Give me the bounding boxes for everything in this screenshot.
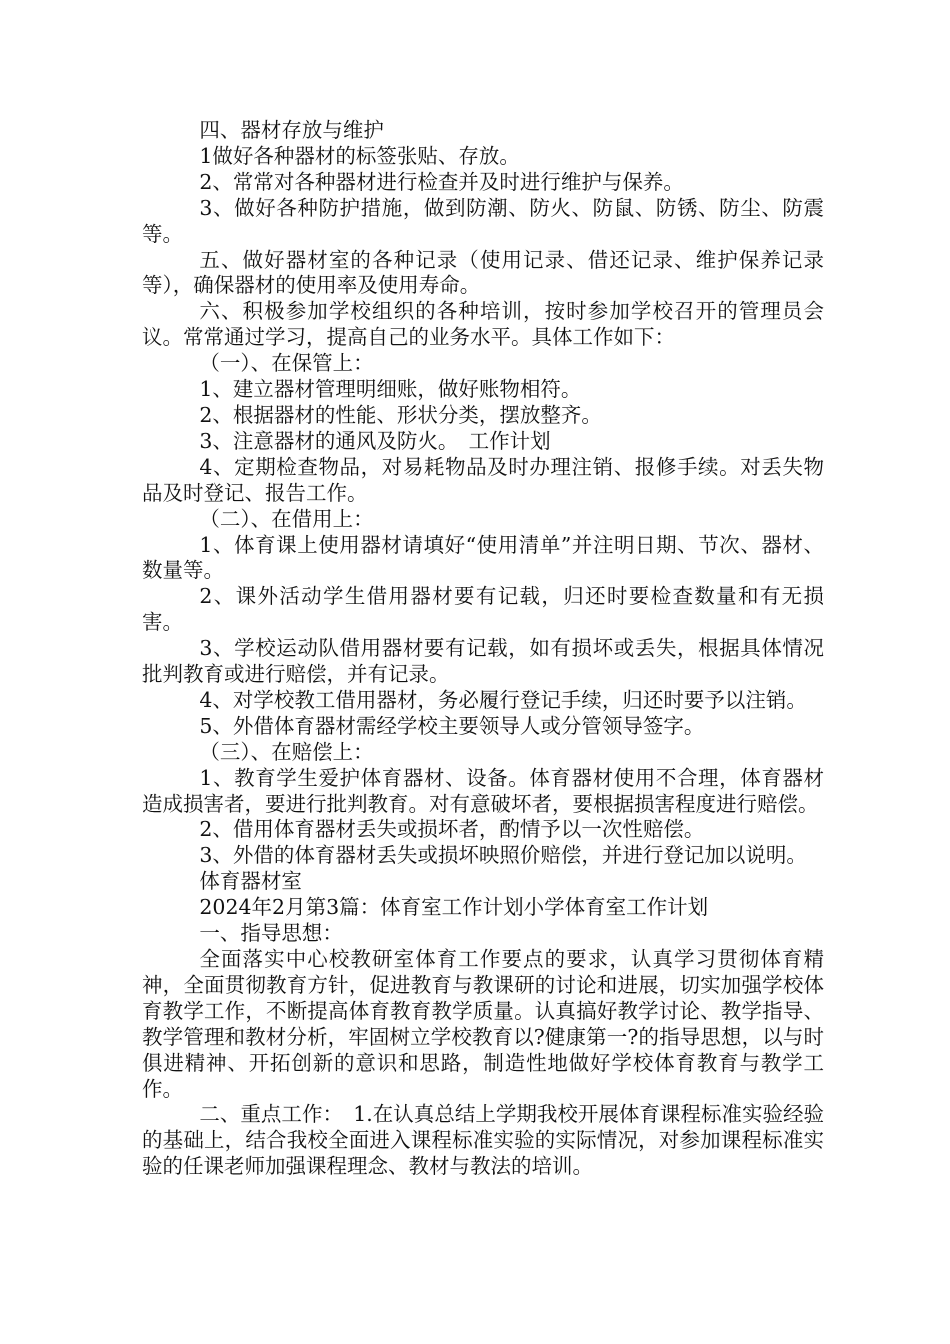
paragraph: 3、做好各种防护措施，做到防潮、防火、防鼠、防锈、防尘、防震等。 xyxy=(142,195,824,246)
article-title: 2024年2月第3篇：体育室工作计划小学体育室工作计划 xyxy=(199,895,709,920)
paragraph: 2、借用体育器材丢失或损坏者，酌情予以一次性赔偿。 xyxy=(199,817,705,842)
paragraph: 二、重点工作： 1.在认真总结上学期我校开展体育课程标准实验经验的基础上，结合我校全面进入课程标准实验的实际情况，对参加课程标准实验的任课老师加强课程理念、教材与教法的培训。 xyxy=(142,1102,824,1179)
paragraph: 4、定期检查物品，对易耗物品及时办理注销、报修手续。对丢失物品及时登记、报告工作。 xyxy=(142,454,824,505)
subheading-borrowing: （二）、在借用上： xyxy=(199,506,374,531)
paragraph: 1、建立器材管理明细账，做好账物相符。 xyxy=(199,377,582,402)
paragraph: 5、外借体育器材需经学校主要领导人或分管领导签字。 xyxy=(199,713,705,738)
paragraph: 3、学校运动队借用器材要有记载，如有损坏或丢失，根据具体情况批判教育或进行赔偿，并有记录。 xyxy=(142,636,824,687)
signature-office: 体育器材室 xyxy=(199,869,302,894)
subheading-custody: （一）、在保管上： xyxy=(199,351,374,376)
paragraph: 1、体育课上使用器材请填好“使用清单”并注明日期、节次、器材、数量等。 xyxy=(142,532,824,583)
paragraph: 六、积极参加学校组织的各种培训，按时参加学校召开的管理员会议。常常通过学习，提高自己的业务水平。具体工作如下： xyxy=(142,299,824,350)
paragraph: 4、对学校教工借用器材，务必履行登记手续，归还时要予以注销。 xyxy=(199,687,807,712)
paragraph: 2、课外活动学生借用器材要有记载，归还时要检查数量和有无损害。 xyxy=(142,584,824,635)
paragraph: 3、外借的体育器材丢失或损坏映照价赔偿，并进行登记加以说明。 xyxy=(199,843,807,868)
section-heading-storage: 四、器材存放与维护 xyxy=(199,118,384,142)
section-heading-guiding: 一、指导思想： xyxy=(199,921,343,946)
paragraph: 2、根据器材的性能、形状分类，摆放整齐。 xyxy=(199,402,602,427)
subheading-compensation: （三）、在赔偿上： xyxy=(199,739,374,764)
paragraph: 3、注意器材的通风及防火。 工作计划 xyxy=(199,428,551,453)
paragraph: 全面落实中心校教研室体育工作要点的要求，认真学习贯彻体育精神，全面贯彻教育方针，促进教育与教课研的讨论和进展，切实加强学校体育教学工作，不断提高体育教育教学质量。认真搞好教学讨论、教学指导、教学管理和教材分析，牢固树立学校教育以?健康第一?的指导思想，以与时俱进精神、开拓创新的意识和思路，制造性地做好学校体育教育与教学工作。 xyxy=(142,947,824,1101)
paragraph: 2、常常对各种器材进行检查并及时进行维护与保养。 xyxy=(199,169,684,194)
paragraph: 五、做好器材室的各种记录（使用记录、借还记录、维护保养记录等），确保器材的使用率及使用寿命。 xyxy=(142,247,824,298)
paragraph: 1做好各种器材的标签张贴、存放。 xyxy=(199,143,520,168)
paragraph: 1、教育学生爱护体育器材、设备。体育器材使用不合理，体育器材造成损害者，要进行批判教育。对有意破坏者，要根据损害程度进行赔偿。 xyxy=(142,765,824,816)
document-body xyxy=(142,118,824,1180)
